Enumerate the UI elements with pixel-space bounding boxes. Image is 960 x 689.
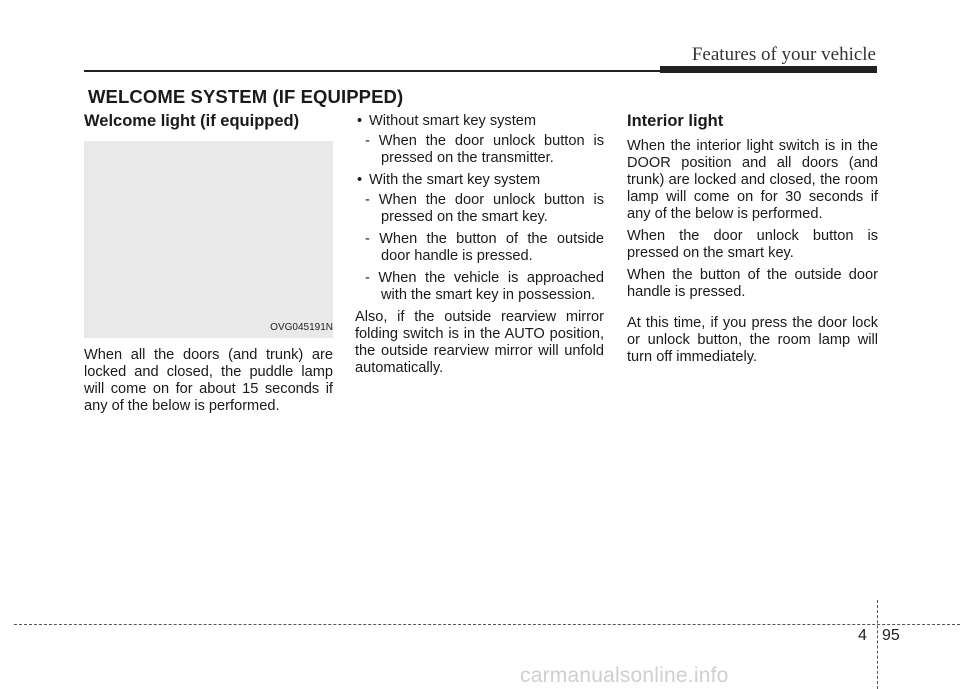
chapter-number: 4 xyxy=(858,627,867,644)
mirror-paragraph: Also, if the outside rearview mirror folding switch is in the AUTO position, the outside rearview mirror will unfold automatically. xyxy=(355,309,604,376)
section-title: WELCOME SYSTEM (IF EQUIPPED) xyxy=(88,86,404,107)
interior-light-heading: Interior light xyxy=(627,112,724,130)
interior-paragraph: At this time, if you press the door lock or unlock button, the room lamp will turn off immediately. xyxy=(627,315,878,365)
header-bar xyxy=(660,66,877,73)
bullet-label: Without smart key system xyxy=(369,113,537,129)
running-header-title: Features of your vehicle xyxy=(691,44,876,65)
figure-image xyxy=(84,141,333,338)
welcome-light-heading: Welcome light (if equipped) xyxy=(84,112,300,130)
page-number: 95 xyxy=(882,627,900,644)
page-divider xyxy=(877,600,878,689)
bullet-label: With the smart key system xyxy=(369,172,541,188)
bullet-dot: • xyxy=(357,113,363,129)
header-rule xyxy=(84,70,660,72)
watermark: carmanualsonline.info xyxy=(520,664,729,687)
figure-caption: OVG045191N xyxy=(270,322,333,333)
sub-item: - When the vehicle is approached with the smart key in possession. xyxy=(365,270,604,303)
footer-rule xyxy=(14,624,960,625)
column-interior-light xyxy=(627,113,878,371)
interior-paragraph: When the button of the outside door handle is pressed. xyxy=(627,267,878,300)
interior-paragraph: When the interior light switch is in the DOOR position and all doors (and trunk) are locked and closed, the room lamp will come on for 30 seconds if any of the below is performed. xyxy=(627,138,878,222)
column-welcome-light xyxy=(84,113,333,420)
sub-item: - When the door unlock button is pressed on the smart key. xyxy=(365,192,604,225)
column-conditions xyxy=(355,113,604,382)
interior-paragraph: When the door unlock button is pressed on the smart key. xyxy=(627,228,878,261)
bullet-dot: • xyxy=(357,172,363,188)
bullet-without-smart-key xyxy=(355,113,604,130)
bullet-with-smart-key xyxy=(355,172,604,189)
sub-item: - When the button of the outside door handle is pressed. xyxy=(365,231,604,264)
welcome-light-paragraph: When all the doors (and trunk) are locked and closed, the puddle lamp will come on for about 15 seconds if any of the below is performed. xyxy=(84,347,333,414)
sub-item: - When the door unlock button is pressed on the transmitter. xyxy=(365,133,604,166)
